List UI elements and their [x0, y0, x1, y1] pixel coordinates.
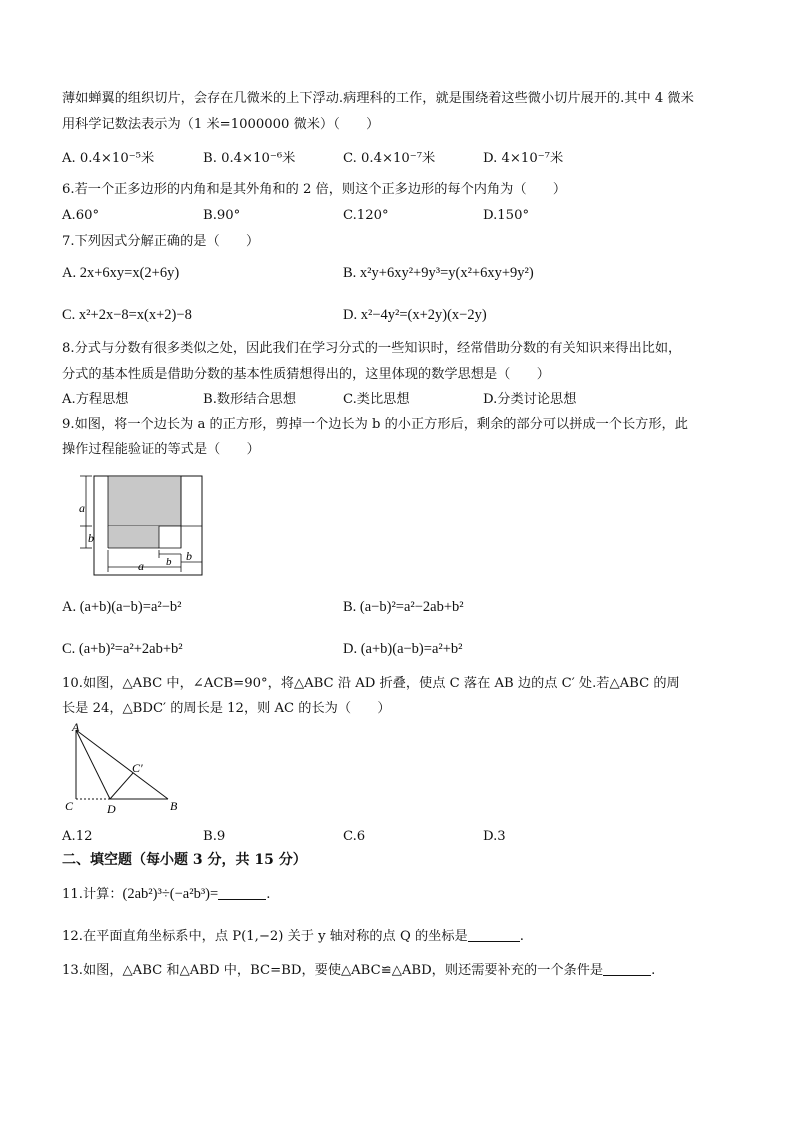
q10-label-d: D: [107, 802, 116, 816]
q10-label-b: B: [170, 799, 178, 813]
q10-triangle-figure: [62, 722, 192, 822]
q6-stem: 6.若一个正多边形的内角和是其外角和的 2 倍，则这个正多边形的每个内角为（ ）: [62, 182, 567, 197]
q9-stem-line2: 操作过程能验证的等式是（ ）: [62, 442, 260, 457]
q12-suffix: .: [519, 929, 524, 944]
q9-label-b-inner: b: [166, 556, 172, 568]
q10-option-c: C.6: [343, 829, 366, 844]
q6-option-a: A.60°: [62, 208, 100, 223]
q6-option-c: C.120°: [343, 208, 389, 223]
q5-stem-line1: 薄如蝉翼的组织切片，会存在几微米的上下浮动.病理科的工作，就是围绕着这些微小切片展开的.其中 4 微米: [62, 91, 694, 106]
q8-option-c: C.类比思想: [343, 392, 410, 407]
q12-answer-blank[interactable]: [468, 929, 520, 942]
q8-stem-line2: 分式的基本性质是借助分数的基本性质猜想得出的，这里体现的数学思想是（ ）: [62, 367, 550, 382]
q9-option-a: A. (a+b)(a−b)=a²−b²: [62, 599, 182, 615]
q11-prefix: 11.计算：: [62, 887, 123, 902]
q13-suffix: .: [651, 963, 656, 978]
q10-label-c-prime: C′: [132, 761, 143, 775]
q6-option-b: B.90°: [203, 208, 241, 223]
q9-figure-cut-square: [159, 526, 181, 548]
q9-option-d: D. (a+b)(a−b)=a²+b²: [343, 641, 463, 657]
q8-option-b: B.数形结合思想: [203, 392, 297, 407]
q6-option-d: D.150°: [483, 208, 530, 223]
q12: [62, 928, 524, 946]
q7-stem: 7.下列因式分解正确的是（ ）: [62, 234, 260, 249]
q10-stem-line1: 10.如图，△ABC 中，∠ACB=90°，将△ABC 沿 AD 折叠，使点 C 落在 AB 边的点 C′ 处.若△ABC 的周: [62, 676, 680, 691]
q11-suffix: .: [266, 887, 271, 902]
q9-label-b-left: b: [88, 531, 94, 545]
q13-text: 13.如图，△ABC 和△ABD 中，BC=BD，要使△ABC≌△ABD，则还需要补充的一个条件是: [62, 963, 604, 978]
q10-fold-ad: [76, 730, 110, 799]
q11-answer-blank[interactable]: [218, 887, 266, 900]
q9-figure-shaded-region: [108, 476, 181, 526]
q10-option-d: D.3: [483, 829, 506, 844]
q9-label-b-right: b: [186, 549, 192, 563]
q11-expression: (2ab²)³÷(−a²b³)=: [122, 886, 219, 902]
q9-option-c: C. (a+b)²=a²+2ab+b²: [62, 641, 183, 657]
q9-option-b: B. (a−b)²=a²−2ab+b²: [343, 599, 464, 615]
q7-option-a: A. 2x+6xy=x(2+6y): [62, 265, 180, 281]
q5-option-b: B. 0.4×10⁻⁶米: [203, 151, 296, 166]
q13: [62, 962, 655, 980]
q7-option-c: C. x²+2x−8=x(x+2)−8: [62, 307, 192, 323]
q11: [62, 885, 270, 904]
q9-square-figure: [66, 470, 216, 582]
q5-option-c: C. 0.4×10⁻⁷米: [343, 151, 436, 166]
q9-label-a-left: a: [79, 501, 85, 515]
q8-stem-line1: 8.分式与分数有很多类似之处，因此我们在学习分式的一些知识时，经常借助分数的有关知识来得出比如，: [62, 341, 682, 356]
q5-option-a: A. 0.4×10⁻⁵米: [62, 151, 155, 166]
q10-option-b: B.9: [203, 829, 226, 844]
q10-option-a: A.12: [62, 829, 93, 844]
q7-option-d: D. x²−4y²=(x+2y)(x−2y): [343, 307, 487, 323]
section2-title: 二、填空题（每小题 3 分，共 15 分）: [62, 852, 307, 868]
q10-label-c: C: [65, 799, 74, 813]
q8-option-a: A.方程思想: [62, 392, 129, 407]
q10-side-dcp: [110, 773, 133, 799]
q5-option-d: D. 4×10⁻⁷米: [483, 151, 564, 166]
q7-option-b: B. x²y+6xy²+9y³=y(x²+6xy+9y²): [343, 265, 534, 281]
q8-option-d: D.分类讨论思想: [483, 392, 577, 407]
q10-stem-line2: 长是 24，△BDC′ 的周长是 12，则 AC 的长为（ ）: [62, 701, 391, 716]
q13-answer-blank[interactable]: [603, 963, 651, 976]
q5-stem-line2: 用科学记数法表示为（1 米=1000000 微米）（ ）: [62, 117, 380, 132]
q9-stem-line1: 9.如图，将一个边长为 a 的正方形，剪掉一个边长为 b 的小正方形后，剩余的部分可以拼成一个长方形，此: [62, 417, 688, 432]
q10-side-ab: [76, 730, 168, 799]
q9-label-a-bottom: a: [138, 559, 144, 573]
q12-text: 12.在平面直角坐标系中，点 P(1,−2) 关于 y 轴对称的点 Q 的坐标是: [62, 929, 468, 944]
q10-label-a: A: [72, 722, 80, 734]
